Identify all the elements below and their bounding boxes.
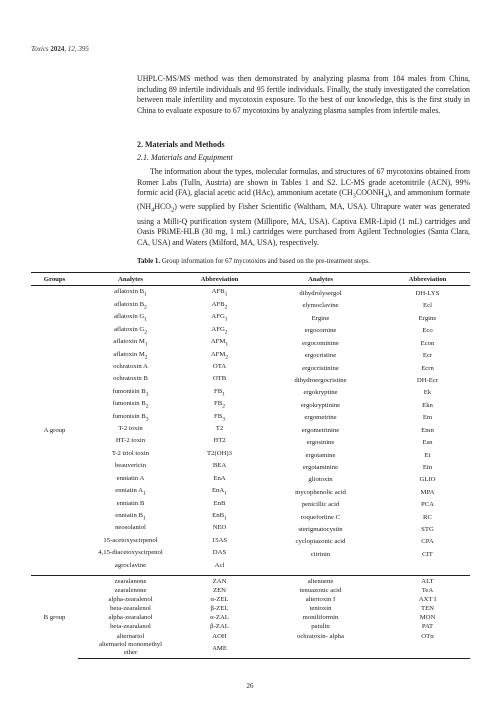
analyte-cell: T-2 toxin: [118, 425, 143, 433]
abbreviation-cell: Ecr: [422, 352, 433, 360]
analyte-cell: zearalanone: [78, 575, 183, 586]
analyte-cell: fumonisin $B_2$: [112, 400, 149, 410]
table-row: [31, 424, 470, 436]
analyte-cell: Ergine: [311, 314, 330, 322]
abbreviation-cell: STG: [421, 526, 434, 534]
table-row: [31, 511, 470, 523]
table-row: [31, 595, 470, 604]
mycotoxin-group-table: [31, 272, 470, 659]
analyte-cell: mycophenolic acid: [295, 488, 346, 496]
table-row: [31, 362, 470, 374]
abbreviation-cell: Etn: [422, 463, 433, 471]
table-row: [31, 575, 470, 586]
analyte-cell: ochratoxin A: [113, 362, 148, 370]
abbreviation-cell: Acl: [214, 561, 225, 569]
abbreviation-cell: ALT: [385, 575, 470, 586]
analyte-cell: citrinin: [310, 550, 331, 558]
table-row: [31, 337, 470, 349]
methods-paragraph: The information about the types, molecular formulas, and structures of 67 mycotoxins obtained from Romer Labs (Tulln, Austria) are shown in Tables 1 and S2. LC-MS grade acetonitrile (ACN), 99% formic acid (FA), glacial acetic acid (HAc), ammonium acetate $(CH_3COONH_4)$, and ammonium formate $(NH_4HCO_2)$ were supplied by Fisher Scientific (Waltham, MA, USA). Ultrapure water was generated using a Milli-Q purification system (Millipore, MA, USA). Captiva EMR-Lipid (1 mL) cartridges and Oasis PRiME-HLB (30 mg, 1 mL) cartridges were purchased from Agilent Technologies (Santa Clara, CA, USA) and Waters (Milford, MA, USA), respectively.: [137, 167, 470, 247]
table-caption-text: Group information for 67 mycotoxins and based on the pre-treatment steps.: [160, 258, 370, 265]
abbreviation-cell: $FB_1$: [214, 387, 225, 398]
abbreviation-cell: 15AS: [211, 536, 228, 544]
abbreviation-cell: $FB_2$: [214, 400, 225, 410]
analyte-cell: [256, 641, 385, 659]
analyte-cell: tentoxin: [309, 605, 332, 613]
analyte-cell: cyclopiazonic acid: [295, 538, 346, 546]
abbreviation-cell: TEN: [421, 605, 434, 613]
abbreviation-cell: AXT I: [418, 596, 437, 604]
running-header: [31, 45, 89, 53]
abbreviation-cell: OTA: [212, 362, 227, 370]
table-row: [31, 474, 470, 486]
analyte-cell: dihydrolysergol: [299, 290, 342, 298]
analyte-cell: enniatin B: [116, 499, 145, 507]
analyte-cell: ergokryptine: [303, 389, 338, 397]
abbreviation-cell: Ergine: [418, 314, 437, 322]
section-heading: 2. Materials and Methods: [137, 140, 225, 149]
abbreviation-cell: $AFM_1$: [210, 338, 229, 348]
abbreviation-cell: EnB$_1$: [212, 511, 227, 522]
analyte-cell: tenuazonic acid: [299, 587, 342, 595]
abbreviation-cell: Emn: [421, 426, 434, 434]
abbreviation-cell: DH-Ecr: [416, 377, 439, 384]
abbreviation-cell: ZEN: [213, 587, 226, 595]
analyte-cell: enniatin A: [116, 474, 145, 482]
group-label: B group: [31, 575, 78, 658]
analyte-cell: agroclavine: [114, 561, 147, 569]
header-abbreviation-2: Abbreviation: [385, 273, 470, 286]
analyte-cell: fumonisin $B_1$: [112, 387, 149, 398]
table-row: [31, 286, 470, 300]
analyte-cell: zearalenone: [114, 587, 147, 595]
subsection-heading: 2.1. Materials and Equipment: [137, 153, 233, 162]
abbreviation-cell: AME: [183, 641, 256, 659]
table-row: [31, 613, 470, 622]
table-row: [31, 586, 470, 595]
analyte-cell: HT-2 toxin: [115, 437, 146, 445]
analyte-cell: ergometrinine: [301, 426, 340, 434]
analyte-cell: aflatoxin $B_1$: [114, 288, 147, 298]
abbreviation-cell: Ecrn: [421, 364, 434, 372]
group-label: A group: [43, 427, 66, 435]
abbreviation-cell: [385, 641, 470, 659]
abbreviation-cell: α-ZEL: [210, 596, 229, 604]
table-row: [31, 300, 470, 312]
table-row: [31, 387, 470, 399]
analyte-cell: altenuene: [256, 575, 385, 586]
table-row: [31, 436, 470, 448]
analyte-cell: aflatoxin $M_2$: [113, 350, 148, 360]
analyte-cell: beta-zearalanol: [110, 623, 151, 631]
abbreviation-cell: RC: [423, 513, 432, 521]
analyte-cell: enniatin $A_1$: [115, 487, 146, 497]
analyte-cell: ergotaminine: [302, 463, 339, 471]
abbreviation-cell: OTα: [421, 632, 434, 640]
abbreviation-cell: β-ZEL: [210, 605, 229, 613]
analyte-cell: enniatin $B_1$: [115, 511, 146, 522]
abbreviation-cell: β-ZAL: [210, 623, 229, 631]
abbreviation-cell: Et: [424, 451, 431, 459]
abbreviation-cell: OTB: [212, 375, 227, 383]
abbreviation-cell: EnB: [213, 499, 226, 507]
analyte-cell: ergocominine: [302, 339, 339, 347]
analyte-cell: beauvericin: [114, 462, 147, 470]
abbreviation-cell: Em: [422, 414, 433, 422]
table-row: [31, 374, 470, 386]
table-row: [31, 622, 470, 631]
table-caption: [137, 257, 470, 266]
abbreviation-cell: T2: [215, 425, 224, 433]
abbreviation-cell: MON: [419, 614, 436, 622]
abbreviation-cell: CIT: [422, 550, 433, 558]
analyte-cell: aflatoxin $G_1$: [113, 313, 148, 323]
analyte-cell: beta-zearalenol: [110, 605, 151, 613]
analyte-cell: aflatoxin $G_2$: [113, 325, 148, 335]
table-row: [31, 548, 470, 560]
analyte-cell: ochratoxin- alpha: [297, 632, 344, 640]
analyte-cell: alpha-zearalanol: [108, 614, 153, 622]
analyte-cell: ergometrine: [304, 414, 337, 422]
abbreviation-cell: DAS: [212, 549, 227, 557]
abbreviation-cell: Ek: [423, 389, 432, 397]
abbreviation-cell: BEA: [212, 462, 227, 470]
abbreviation-cell: Eco: [422, 327, 433, 335]
header-analytes: Analytes: [78, 273, 183, 286]
table-row: [31, 536, 470, 548]
abbreviation-cell: EnA: [213, 474, 226, 482]
analyte-cell: penicillic acid: [301, 501, 340, 509]
header-analytes-2: Analytes: [256, 273, 385, 286]
table-row: [31, 412, 470, 424]
analyte-cell: 4,15-diacetoxyscirpenol: [98, 549, 163, 557]
header-abbreviation: Abbreviation: [183, 273, 256, 286]
analyte-cell: ochratoxin B: [113, 375, 148, 383]
analyte-cell: altertoxin I: [305, 596, 336, 604]
journal-year: 2024: [50, 45, 65, 53]
table-row: [31, 604, 470, 613]
table-row: [31, 461, 470, 473]
journal-name: Toxics: [31, 45, 49, 53]
analyte-cell: sterigmatocystin: [298, 526, 343, 534]
table-header-row: [31, 273, 470, 286]
analyte-cell: 15-acetoxyscirpenol: [103, 536, 158, 544]
abbreviation-cell: $AFG_1$: [211, 313, 228, 323]
abbreviation-cell: GLIO: [419, 476, 436, 484]
abbreviation-cell: CPA: [421, 538, 434, 546]
analyte-cell: ergotamine: [305, 451, 336, 459]
intro-paragraph: UHPLC-MS/MS method was then demonstrated by analyzing plasma from 184 males from China, including 89 infertile individuals and 95 fertile individuals. Finally, the study investigated the correlation between male infertility and mycotoxin exposure. To the best of our knowledge, this is the first study in China to evaluate exposure to 67 mycotoxins by analyzing plasma samples from infertile males.: [137, 74, 470, 115]
table-row: [31, 641, 470, 659]
table-row: [31, 325, 470, 337]
table-body: [31, 286, 470, 659]
analyte-cell: alternariol monomethyl ether: [78, 641, 183, 659]
analyte-cell: alternariol: [116, 632, 145, 640]
table-row: [31, 350, 470, 362]
abbreviation-cell: α-ZAL: [210, 614, 229, 622]
abbreviation-cell: $FB_3$: [214, 412, 225, 422]
analyte-cell: gliotoxin: [308, 476, 333, 484]
abbreviation-cell: NEO: [212, 524, 227, 532]
analyte-cell: roquefortine C: [300, 513, 341, 521]
abbreviation-cell: $AFM_2$: [210, 350, 229, 360]
table-row: [31, 561, 470, 575]
table-row: [31, 399, 470, 411]
abbreviation-cell: EnA$_1$: [211, 487, 228, 497]
analyte-cell: aflatoxin $M_1$: [113, 338, 148, 348]
analyte-cell: patulin: [311, 623, 330, 631]
analyte-cell: ergosinine: [306, 439, 335, 447]
table-row: [31, 523, 470, 535]
analyte-cell: ergocristinine: [302, 364, 339, 372]
abbreviation-cell: HT2: [213, 437, 226, 445]
page-number: 26: [246, 682, 254, 690]
analyte-cell: ergokryptinine: [300, 401, 341, 409]
abbreviation-cell: AOH: [212, 632, 227, 640]
analyte-cell: elymoclavine: [302, 302, 339, 310]
table-row: [31, 632, 470, 641]
abbreviation-cell: $AFG_2$: [211, 325, 228, 335]
header-groups: Groups: [31, 273, 78, 286]
abbreviation-cell: $AFB_1$: [211, 288, 228, 298]
analyte-cell: alpha-zearalenol: [108, 596, 153, 604]
analyte-cell: ergocornine: [304, 327, 337, 335]
abbreviation-cell: Ecl: [423, 302, 432, 310]
abbreviation-cell: $AFB_2$: [211, 300, 228, 311]
abbreviation-cell: ZAN: [183, 575, 256, 586]
abbreviation-cell: PCA: [420, 501, 434, 509]
table-row: [31, 486, 470, 498]
abbreviation-cell: TeA: [421, 587, 434, 595]
abbreviation-cell: T2(OH)3: [207, 449, 232, 457]
analyte-cell: ergocristine: [304, 352, 337, 360]
abbreviation-cell: Econ: [420, 339, 435, 347]
abbreviation-cell: DH-LYS: [415, 290, 440, 298]
table-row: [31, 312, 470, 324]
table-caption-label: Table 1.: [137, 258, 161, 265]
abbreviation-cell: PAT: [421, 623, 434, 631]
analyte-cell: dihydroergocristine: [294, 377, 347, 384]
table-row: [31, 449, 470, 461]
abbreviation-cell: Esn: [422, 439, 433, 447]
analyte-cell: moniliformin: [302, 614, 339, 622]
journal-volume: , 12, 395: [64, 45, 89, 53]
table-row: [31, 499, 470, 511]
analyte-cell: T-2 triol toxin: [111, 449, 150, 457]
abbreviation-cell: MPA: [420, 488, 435, 496]
analyte-cell: neosolaniol: [115, 524, 146, 532]
abbreviation-cell: [385, 561, 470, 575]
analyte-cell: fumonisin $B_3$: [112, 412, 149, 422]
analyte-cell: [256, 561, 385, 575]
abbreviation-cell: Ekn: [422, 401, 433, 409]
analyte-cell: aflatoxin $B_2$: [114, 300, 147, 311]
